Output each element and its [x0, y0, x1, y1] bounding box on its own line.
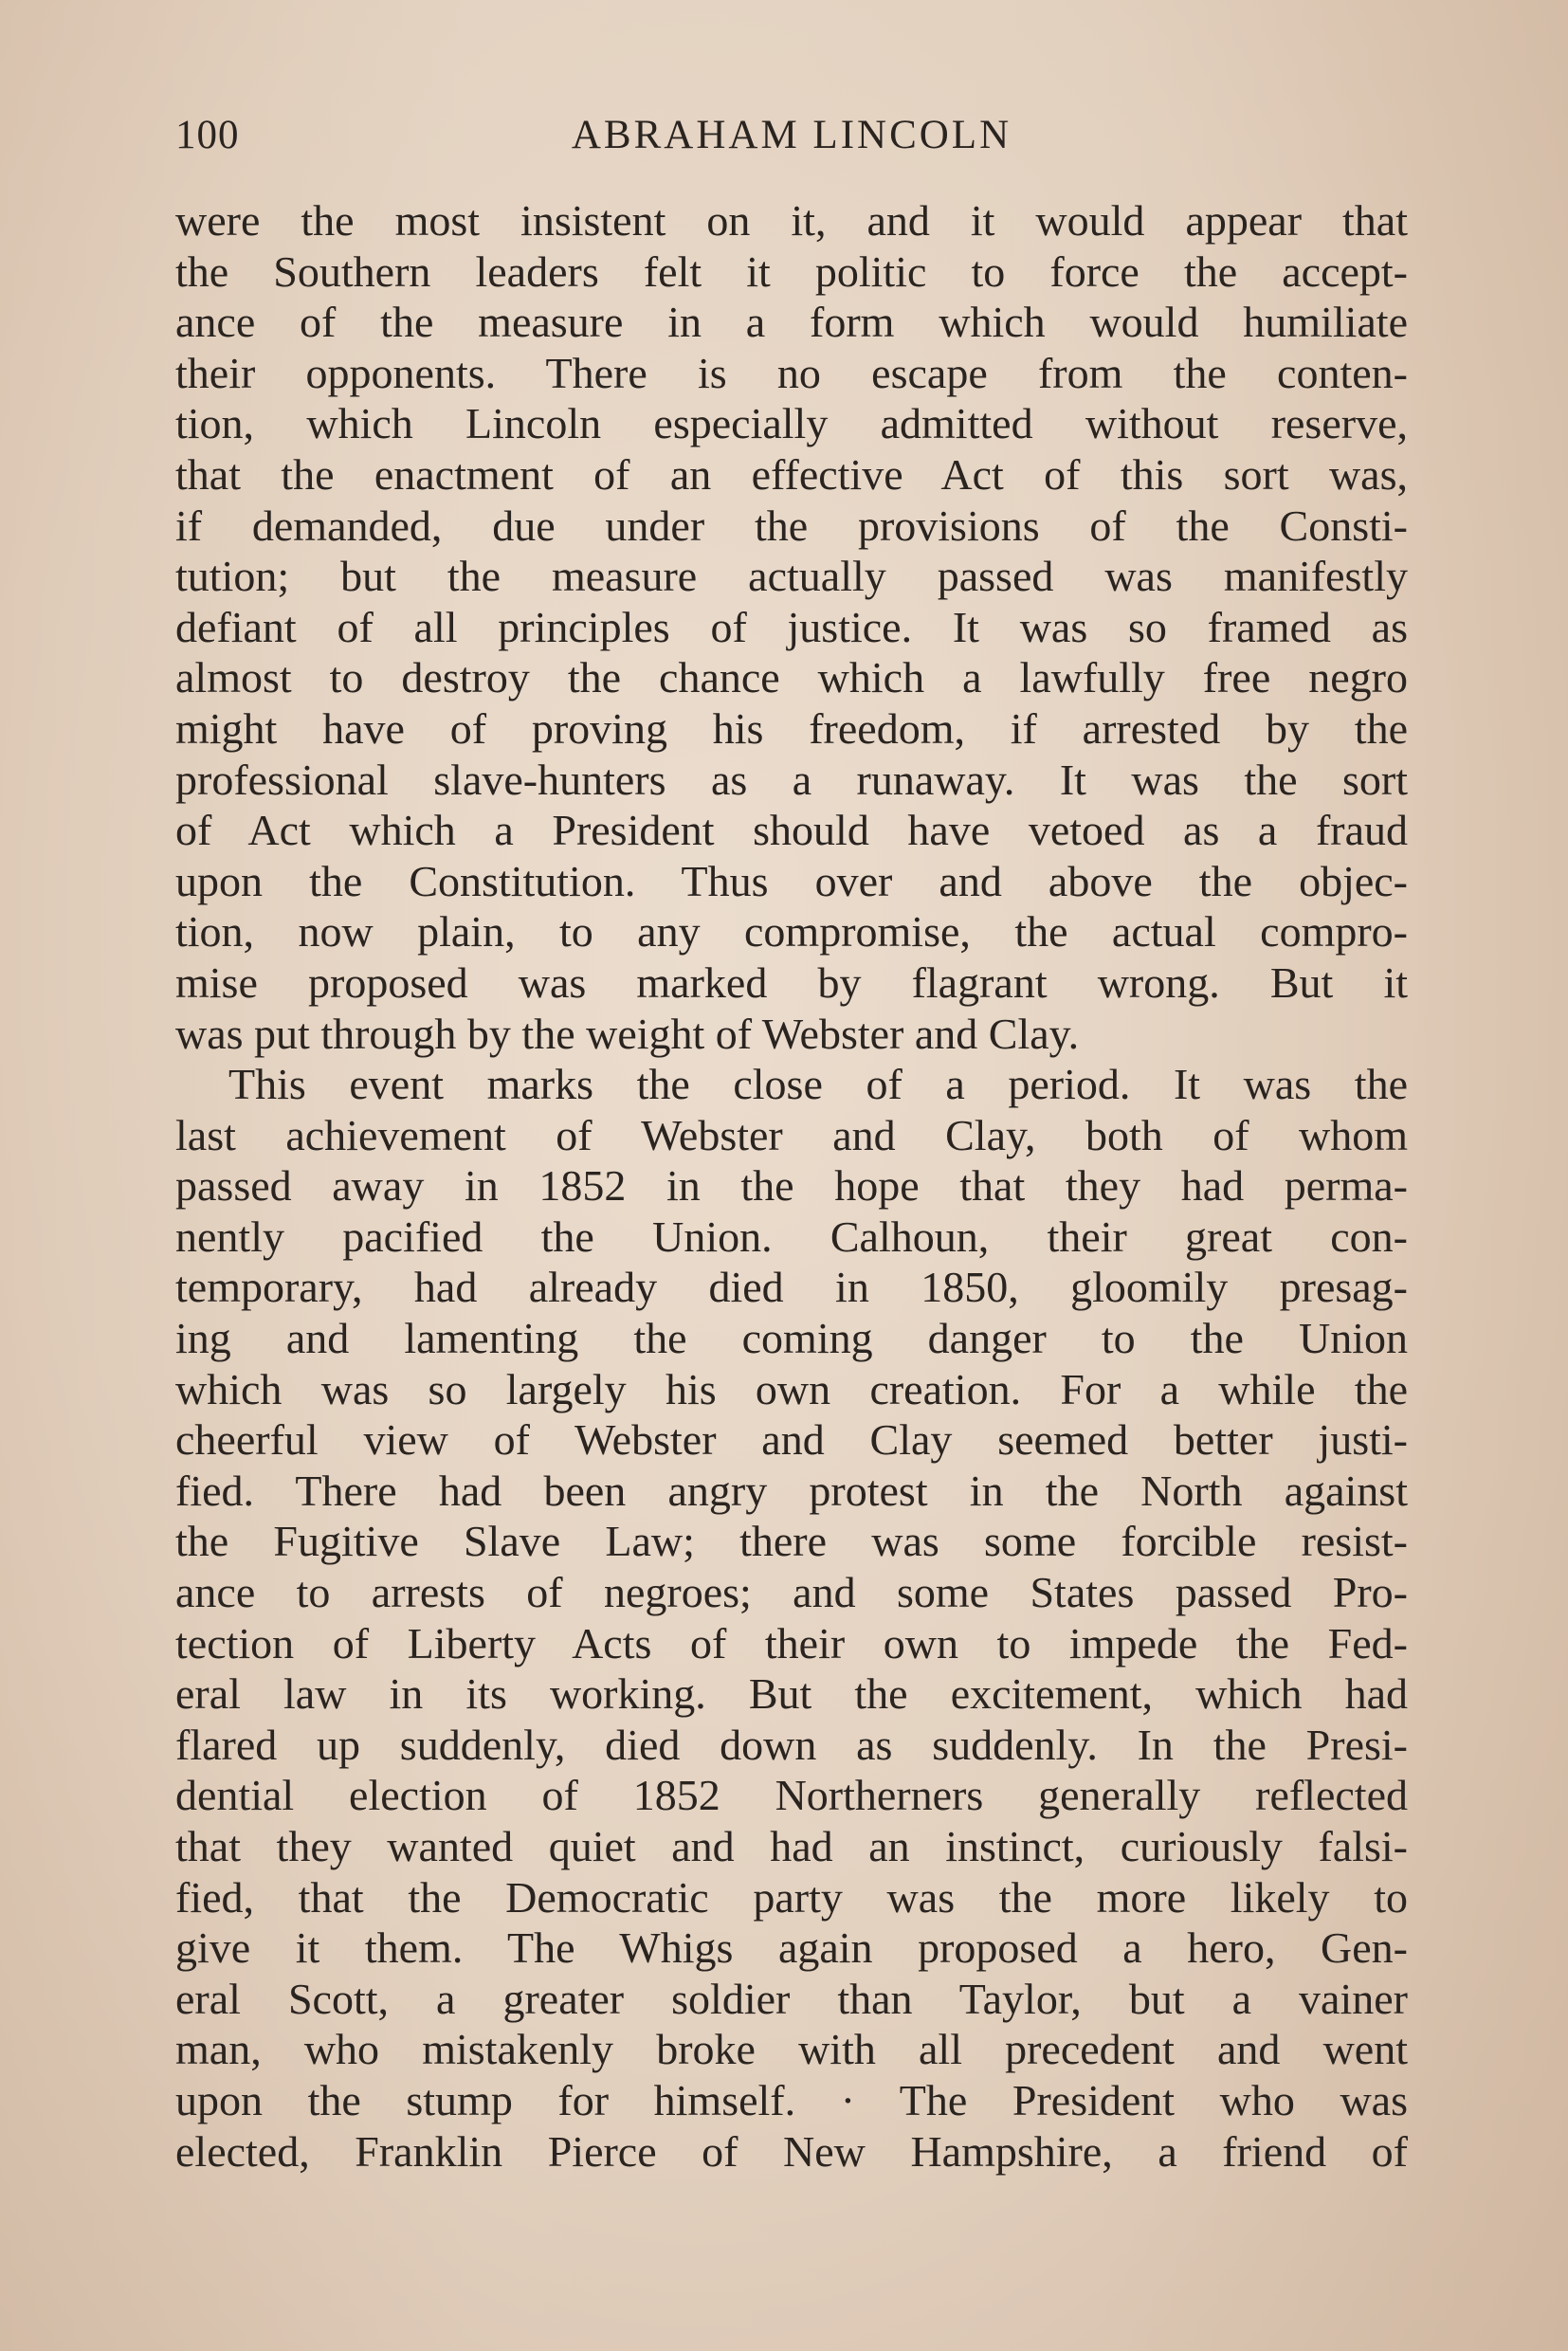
text-line: that they wanted quiet and had an instinct, curiously falsi-: [175, 1822, 1408, 1870]
text-line: if demanded, due under the provisions of the Consti-: [175, 501, 1408, 550]
running-title: ABRAHAM LINCOLN: [571, 113, 1012, 157]
text-line: This event marks the close of a period. It was the: [228, 1060, 1408, 1109]
text-line: that the enactment of an effective Act of this sort was,: [175, 449, 1408, 499]
text-line: tion, now plain, to any compromise, the actual compro-: [175, 907, 1408, 957]
text-line: passed away in 1852 in the hope that they had perma-: [175, 1161, 1408, 1211]
text-line: might have of proving his freedom, if arrested by the: [175, 703, 1408, 753]
text-line: man, who mistakenly broke with all precedent and went: [175, 2025, 1408, 2074]
paragraph: [175, 1059, 1408, 2177]
text-line: ing and lamenting the coming danger to the Union: [175, 1314, 1408, 1363]
text-line: their opponents. There is no escape from the conten-: [175, 348, 1408, 397]
text-line: tection of Liberty Acts of their own to impede the Fed-: [175, 1618, 1408, 1668]
text-line: tution; but the measure actually passed was manifestly: [175, 552, 1408, 601]
text-line: eral law in its working. But the excitement, which had: [175, 1669, 1408, 1719]
text-line: almost to destroy the chance which a lawfully free negro: [175, 653, 1408, 702]
body-text: [175, 195, 1408, 2177]
text-line: which was so largely his own creation. For a while the: [175, 1364, 1408, 1413]
text-line: ance to arrests of negroes; and some States passed Pro-: [175, 1568, 1408, 1617]
text-line: elected, Franklin Pierce of New Hampshire, a friend of: [175, 2126, 1408, 2176]
text-line: fied. There had been angry protest in the North against: [175, 1466, 1408, 1515]
text-line: defiant of all principles of justice. It was so framed as: [175, 602, 1408, 651]
text-line: nently pacified the Union. Calhoun, their great con-: [175, 1212, 1408, 1261]
text-line: mise proposed was marked by flagrant wrong. But it: [175, 957, 1408, 1007]
text-line: last achievement of Webster and Clay, both of whom: [175, 1110, 1408, 1159]
text-line: the Southern leaders felt it politic to force the accept-: [175, 246, 1408, 296]
text-line: temporary, had already died in 1850, gloomily presag-: [175, 1263, 1408, 1312]
text-line: eral Scott, a greater soldier than Taylor, but a vainer: [175, 1974, 1408, 2023]
text-line: professional slave-hunters as a runaway. It was the sort: [175, 755, 1408, 804]
text-line: of Act which a President should have vetoed as a fraud: [175, 806, 1408, 855]
text-line: the Fugitive Slave Law; there was some forcible resist-: [175, 1517, 1408, 1566]
text-line: cheerful view of Webster and Clay seemed better justi-: [175, 1415, 1408, 1465]
text-line: tion, which Lincoln especially admitted without reserve,: [175, 399, 1408, 448]
text-line: ance of the measure in a form which would humiliate: [175, 298, 1408, 347]
text-line: upon the stump for himself. · The President who was: [175, 2075, 1408, 2124]
text-line: upon the Constitution. Thus over and above the objec-: [175, 856, 1408, 905]
text-line: give it them. The Whigs again proposed a hero, Gen-: [175, 1923, 1408, 1973]
text-line: were the most insistent on it, and it would appear that: [175, 196, 1408, 245]
text-line: flared up suddenly, died down as suddenly. In the Presi-: [175, 1720, 1408, 1769]
paragraph: [175, 195, 1408, 1059]
running-head: [175, 112, 1408, 169]
text-line: dential election of 1852 Northerners generally reflected: [175, 1771, 1408, 1820]
page-number: 100: [175, 113, 240, 157]
text-line: fied, that the Democratic party was the more likely to: [175, 1872, 1408, 1922]
text-line: was put through by the weight of Webster and Clay.: [175, 1009, 1080, 1058]
